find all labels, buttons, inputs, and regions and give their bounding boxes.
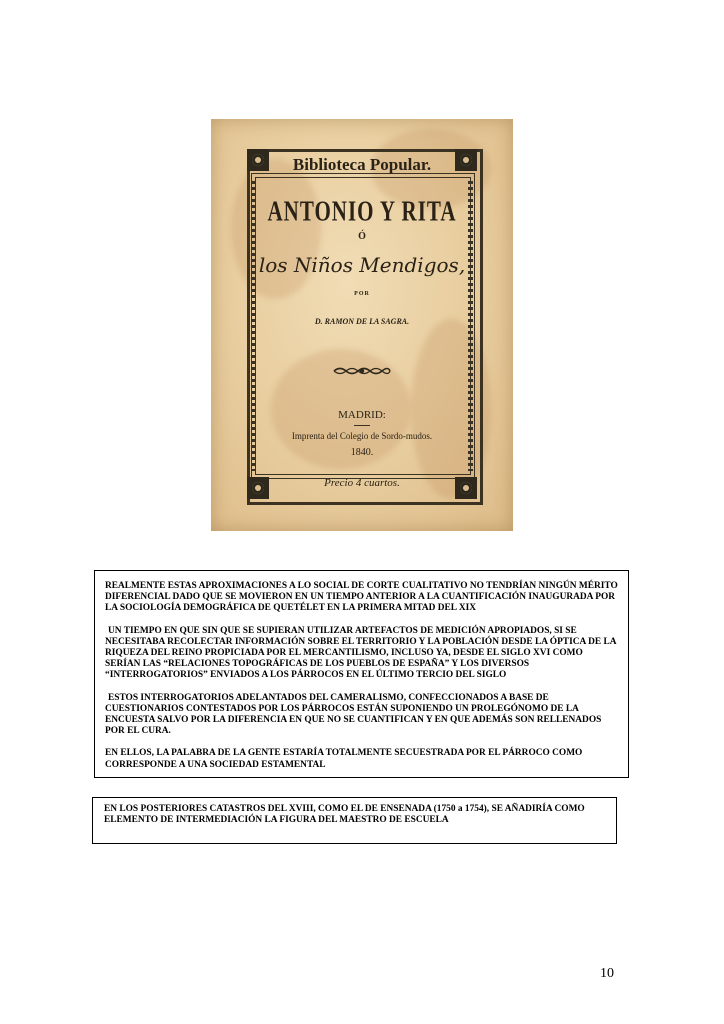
cover-title: ANTONIO Y RITA <box>267 194 457 228</box>
text-box-secondary <box>92 797 617 844</box>
cover-place: MADRID: <box>338 409 386 421</box>
flourish-ornament-icon <box>332 366 392 376</box>
text-box-main <box>94 570 629 778</box>
cover-connector: Ó <box>358 231 366 242</box>
cover-by: POR <box>354 291 370 297</box>
page-number: 10 <box>600 966 614 981</box>
cover-header: Biblioteca Popular. <box>292 155 432 174</box>
cover-press: Imprenta del Colegio de Sordo-mudos. <box>291 431 433 441</box>
paragraph: UN TIEMPO EN QUE SIN QUE SE SUPIERAN UTILIZAR ARTEFACTOS DE MEDICIÓN APROPIADOS, SI SE NECESITABA RECOLECTAR INFORMACIÓN SOBRE EL TERRITORIO Y LA POBLACIÓN DESDE LA ÓPTICA DE LA RIQUEZA DEL REINO PROPICIADA POR EL MERCANTILISMO, INCLUSO YA, DESDE EL SIGLO XVI COMO SERÍAN LAS “RELACIONES TOPOGRÁFICAS DE LOS PUEBLOS DE ESPAÑA” Y LOS DIVERSOS “INTERROGATORIOS” ENVIADOS A LOS PÁRROCOS EN EL ÚLTIMO TERCIO DEL SIGLO <box>105 625 616 681</box>
cover-subtitle: los Niños Mendigos, <box>258 253 466 277</box>
cover-author: D. RAMON DE LA SAGRA. <box>314 317 410 326</box>
cover-rule <box>354 425 370 426</box>
cover-year: 1840. <box>350 447 374 458</box>
cover-price: Precio 4 cuartos. <box>324 477 400 489</box>
paragraph: EN ELLOS, LA PALABRA DE LA GENTE ESTARÍA TOTALMENTE SECUESTRADA POR EL PÁRROCO COMO CORRESPONDE A UNA SOCIEDAD ESTAMENTAL <box>105 748 583 770</box>
paragraph: ESTOS INTERROGATORIOS ADELANTADOS DEL CAMERALISMO, CONFECCIONADOS A BASE DE CUESTIONARIOS CONTESTADOS POR LOS PÁRROCOS ESTÁN SUPONIENDO UN PROLEGÓNOMO DE LA ENCUESTA SALVO POR LA DIFERENCIA EN QUE NO SE CUANTIFICAN Y EN QUE ADEMÁS SON RELLENADOS POR EL CURA. <box>105 692 602 737</box>
paragraph: EN LOS POSTERIORES CATASTROS DEL XVIII, COMO EL DE ENSENADA (1750 a 1754), SE AÑADIRÍA COMO ELEMENTO DE INTERMEDIACIÓN LA FIGURA DEL MAESTRO DE ESCUELA <box>104 804 585 826</box>
paragraph: REALMENTE ESTAS APROXIMACIONES A LO SOCIAL DE CORTE CUALITATIVO NO TENDRÍAN NINGÚN MÉRITO DIFERENCIAL DADO QUE SE MOVIERON EN UN TIEMPO ANTERIOR A LA CUANTIFICACIÓN INAUGURADA POR LA SOCIOLOGÍA DEMOGRÁFICA DE QUETÉLET EN LA PRIMERA MITAD DEL XIX <box>105 581 618 614</box>
book-cover-image <box>211 119 513 531</box>
